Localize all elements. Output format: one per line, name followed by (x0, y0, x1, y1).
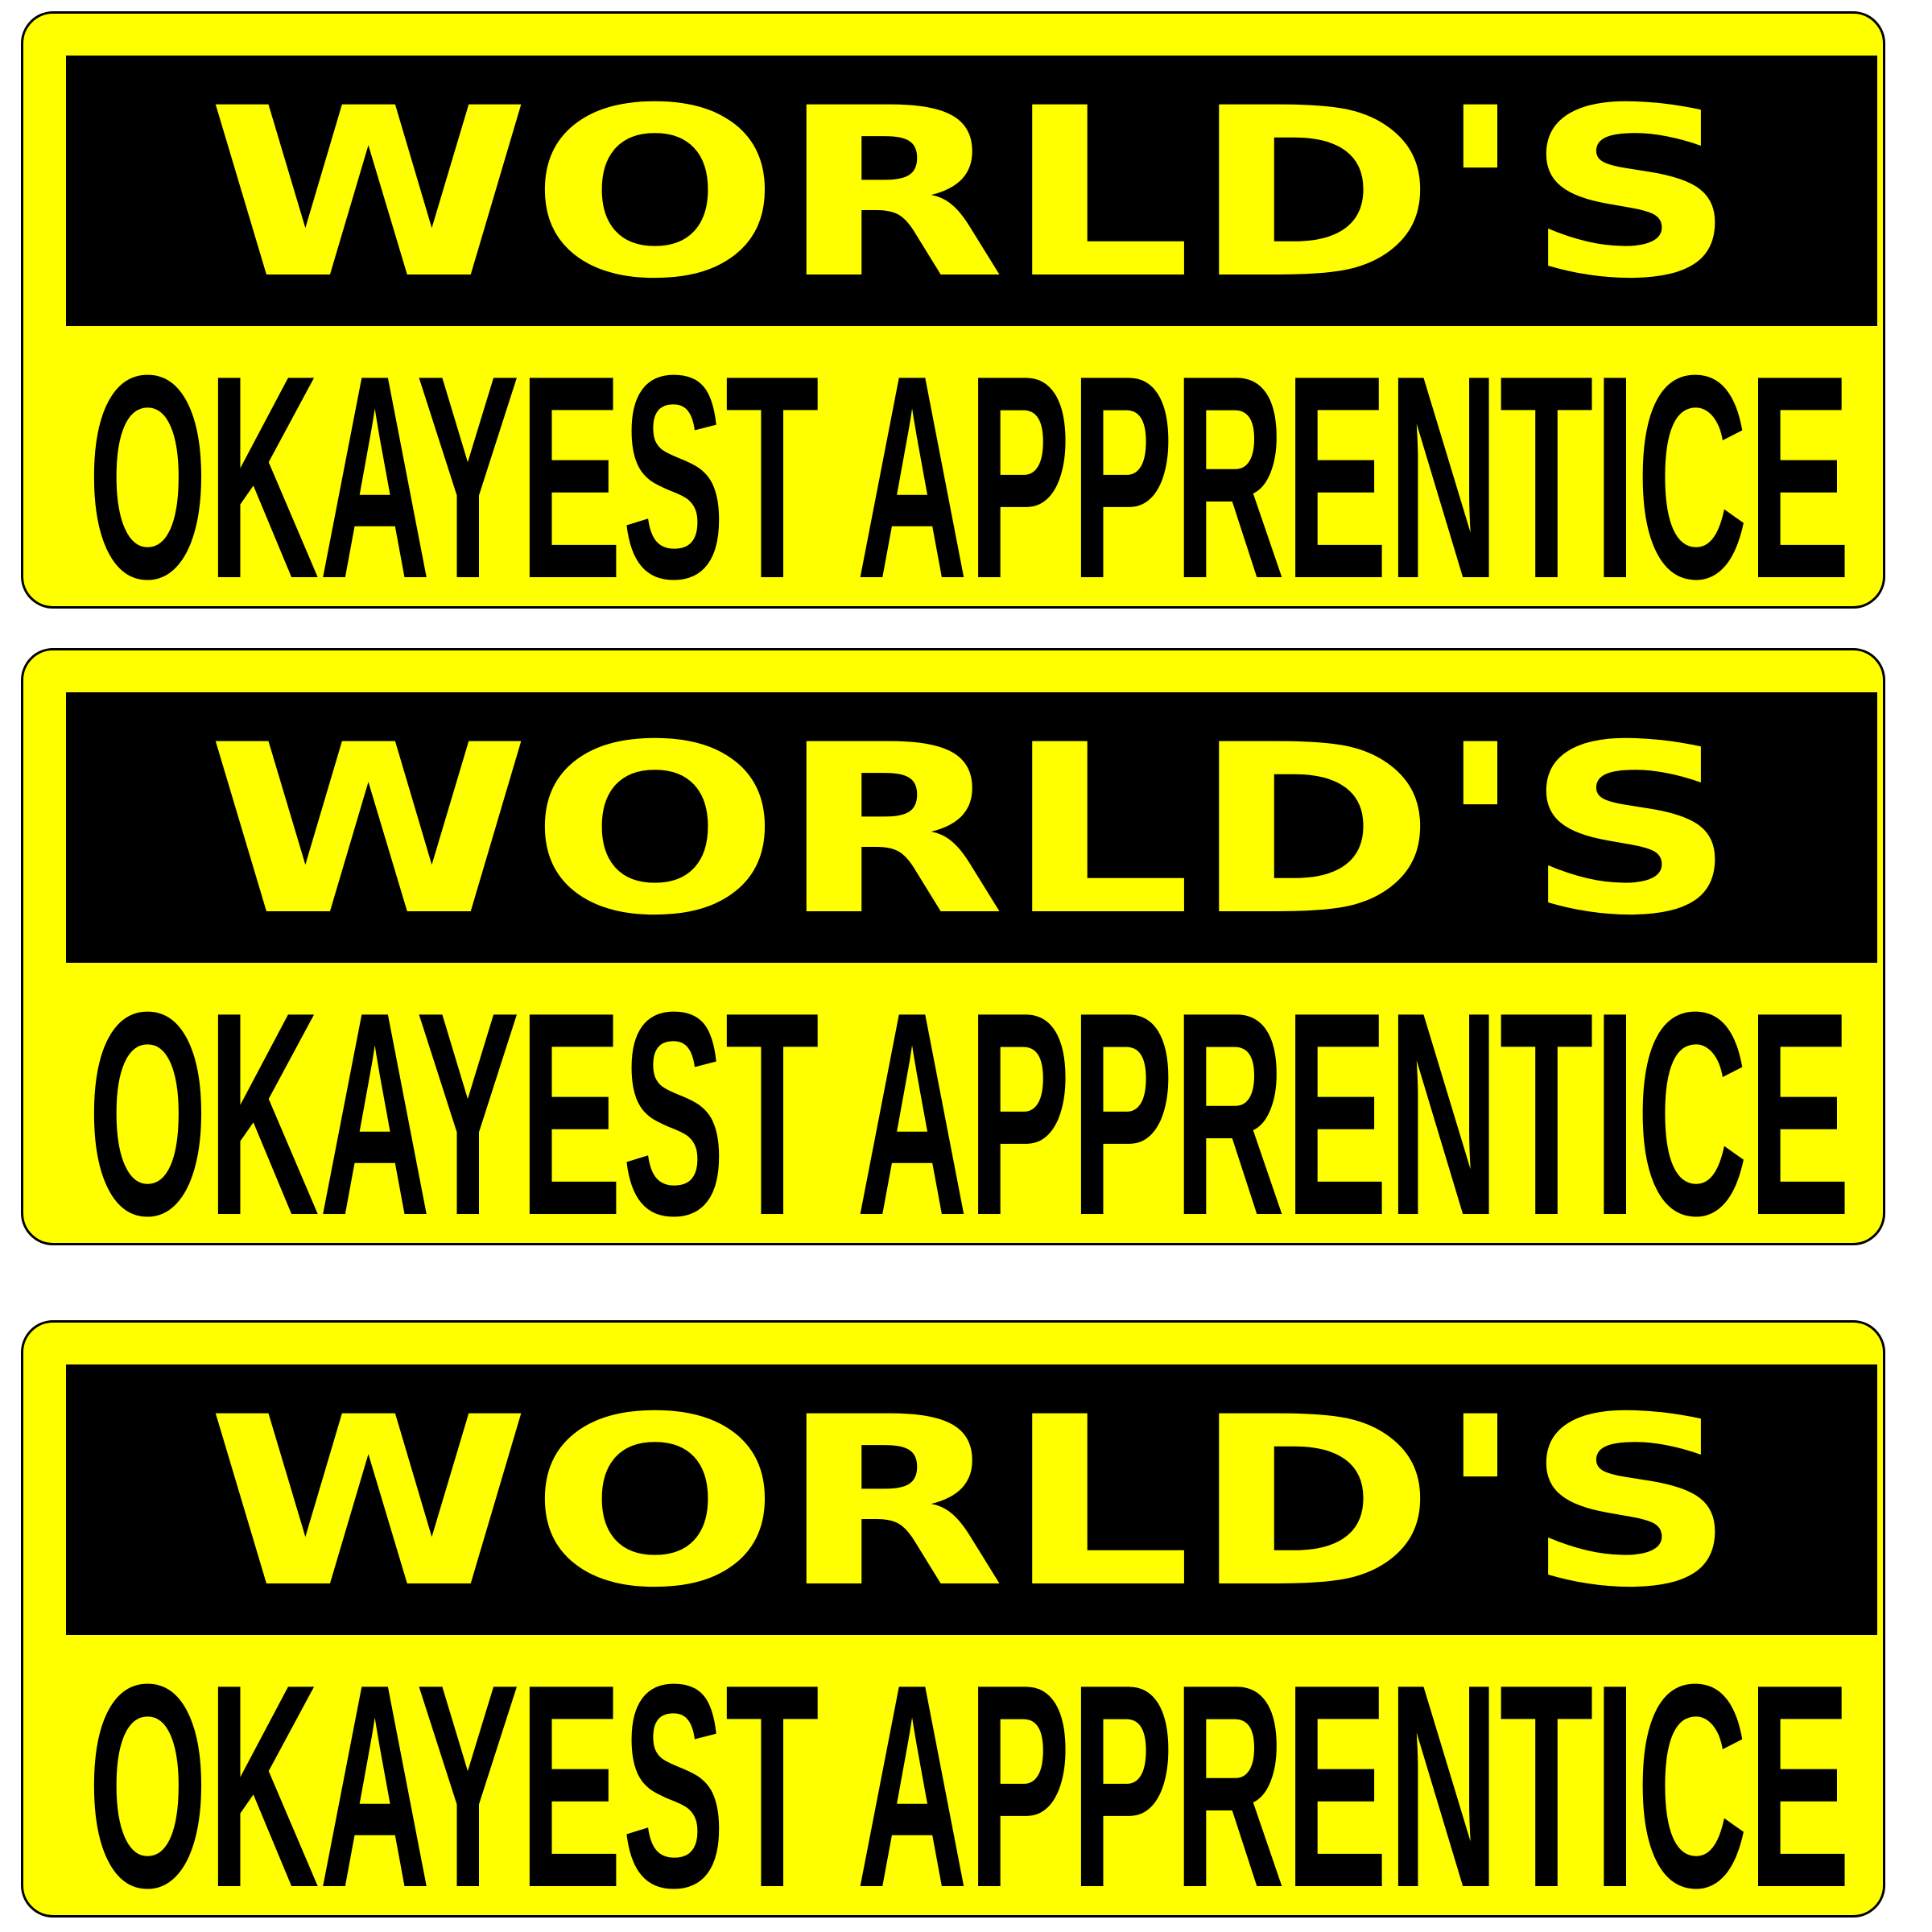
sticker-top-text: WORLD'S (207, 1368, 1736, 1635)
sticker-bottom-line (72, 336, 1883, 593)
sticker-bottom-svg (72, 1645, 1883, 1902)
sticker-top-text: WORLD'S (207, 59, 1736, 326)
sticker-bottom-line (72, 1645, 1883, 1902)
sticker (21, 11, 1885, 609)
sticker-bottom-text: OKAYEST APPRENTICE (88, 1645, 1851, 1902)
sticker-top-svg (66, 1364, 1877, 1635)
sticker-top-band (66, 1364, 1877, 1635)
sticker (21, 1320, 1885, 1918)
sticker-top-band (66, 56, 1877, 326)
sticker-top-band (66, 692, 1877, 963)
sticker-bottom-line (72, 972, 1883, 1230)
sticker (21, 648, 1885, 1245)
sticker-top-svg (66, 692, 1877, 963)
sticker-top-svg (66, 56, 1877, 326)
sticker-top-text: WORLD'S (207, 696, 1736, 963)
sticker-bottom-text: OKAYEST APPRENTICE (88, 972, 1851, 1230)
sticker-bottom-text: OKAYEST APPRENTICE (88, 336, 1851, 593)
sticker-bottom-svg (72, 336, 1883, 593)
sticker-bottom-svg (72, 972, 1883, 1230)
